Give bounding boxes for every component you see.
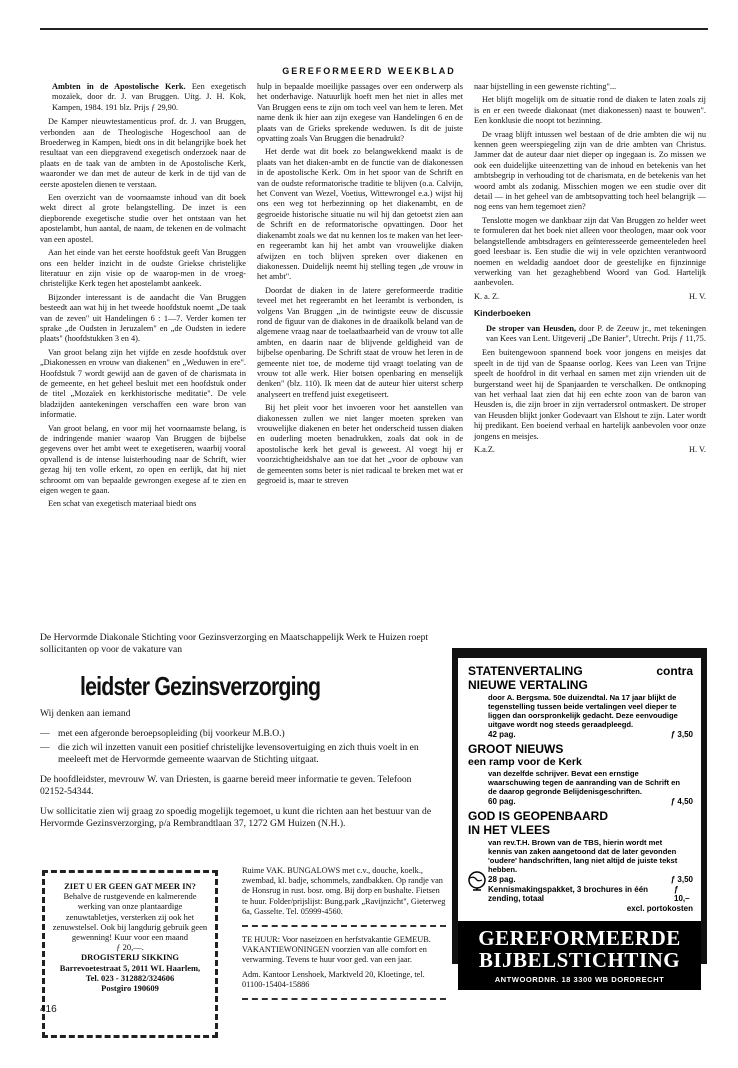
paragraph: Tenslotte mogen we dankbaar zijn dat Van Bruggen zo helder weet te formuleren dat het boek niet alleen voor theologen, maar ook voor belangstellende ambtsdragers en geïnteresseerde gemeenteleden heel goed leesbaar is. Een studie die wij in vele opzichten verantwoord noemen en weldadig aandoet door de geestelijke en fijnzinnige verwerking van het gezaghebbend Woord van God. Hartelijk aanbevolen. [474, 215, 706, 288]
sikking-tel: Tel. 023 - 312882/324606 [85, 972, 175, 983]
classified-ad-admin: Adm. Kantoor Lenshoek, Marktveld 20, Kloetinge, tel. 01100-15404-15886 [242, 969, 425, 989]
paragraph: Van groot belang zijn het vijfde en zesde hoofdstuk over „Diakonessen en vrouw van diakenen" en „Weduwen in ere". Hoofdstuk 7 wordt gewijd aan de gaven of de charismata in de gemeente, en het geheel besluit met een hoofdstuk onder de titel „Mozaïek en kerkhistorische meditatie". De vele bladzijden aantekeningen verschaffen een ware bron van informatie. [40, 347, 246, 420]
vacancy-info: De hoofdleidster, mevrouw W. van Driesten, is gaarne bereid meer informatie te geven. Telefoon 02152-54344. [40, 774, 412, 797]
review-signature: K. a. Z. H. V. [474, 291, 706, 301]
paragraph: Doordat de diaken in de latere gereformeerde traditie teveel met het regeerambt en het leerambt is verbonden, is volgens Van Bruggen „in de twintigste eeuw de discussie rond de figuur van de diakones in de draaikolk beland van de algemene vraag naar de toelaatbaarheid van de vrouw tot alle ambten, en daarin naar de blijvende geldigheid van de bijbelse openbaring. De Schrift staat de vrouw het leren in de gemeente niet toe, de moderne tijd vraagt toelating van de vrouw tot alle werk. Hier botsen openbaring en menselijk denken" (blz. 110). Ik meen dat de auteur hier uiterst scherp analyseert en treffend juist exegetiseert. [257, 285, 463, 399]
title-nieuwe-vertaling: NIEUWE VERTALING [468, 678, 588, 692]
vacancy-intro: De Hervormde Diakonale Stichting voor Gezinsverzorging en Maatschappelijk Werk te Huizen roept sollicitanten op voor de vakature van [40, 632, 429, 655]
title-groot-nieuws: GROOT NIEUWS [468, 742, 564, 756]
paragraph: hulp in bepaalde moeilijke passages over een onderwerp als het onderhavige. Natuurlijk hoeft men het niet in alles met Van Bruggen eens te zijn om toch veel van hem te leren. Met name denk ik hier aan zijn exegese van Handelingen 6 en de plaats van de Grieks sprekende weduwen. Is dit de juiste opvatting zoals Van Bruggen die benadrukt? [257, 82, 463, 144]
booklet-1-desc: door A. Bergsma. 50e duizendtal. Na 17 jaar blijkt de tegenstelling tussen beide vertalingen veel dieper te liggen dan oorspronkelijk gedacht. Deze eenvoudige uitgave wordt nog steeds geraadpleegd. [488, 693, 678, 729]
review-title: Ambten in de Apostolische Kerk. [52, 82, 186, 91]
paragraph: Een buitengewoon spannend boek voor jongens en meisjes dat speelt in de tijd van de Spaanse oorlog. Kees van Leen van Trijne speelt de hoofdrol in dit verhaal en samen met zijn vrienden uit de burgerstand weet hij de Spanjaarden te verschalken. De ontknoping van het verhaal laat zien dat hij een echte zoon van de baron van Heusden is, die zijn broer in zijn verradersrol ontmaskert. De stroper van Heusden blijkt jonker Godevaart van Elshout te zijn. Later wordt hij predikant. Een boeiend verhaal en hartelijk aanbevolen voor onze jongens en meisjes. [474, 348, 706, 441]
booklet-3-desc: van rev.T.H. Brown van de TBS, hierin wordt met kennis van zaken aangetoond dat de later gevonden 'oudere' handschriften, lang niet altijd de juiste tekst hebben. [488, 838, 678, 874]
page-number: 416 [40, 1004, 57, 1015]
title-god-geopenbaard: GOD IS GEOPENBAARD [468, 809, 609, 823]
review-column-3 [474, 82, 706, 455]
booklet-2-desc: van dezelfde schrijver. Bevat een ernstige waarschuwing tegen de aanranding van de Schrift en de daarop gegronde Belijdenisgeschriften. [488, 769, 680, 796]
globe-icon [466, 870, 488, 892]
kinderboek-title: De stroper van Heusden, [486, 323, 577, 333]
booklet-3-price: 28 pag. ƒ 3,50 [488, 875, 693, 884]
section-heading-kinderboeken: Kinderboeken [474, 308, 531, 319]
paragraph: Het blijft mogelijk om de situatie rond de diaken te laten zoals zij is en er een tweede diakonaat (met diakonessen) naast te bouwen". Een konklusie die noopt tot bezinning. [474, 95, 706, 126]
top-rule [40, 28, 708, 30]
kinderboek-heading [486, 324, 706, 345]
sikking-ad [42, 870, 218, 1038]
vacancy-requirements [40, 728, 440, 766]
paragraph: Aan het einde van het eerste hoofdstuk geeft Van Bruggen ons een helder inzicht in de oudste Griekse christelijke literatuur en zijn visie op de waarop-men in de vroeg-christelijke Kerk tegen het apostelambt aankeek. [40, 248, 246, 289]
paragraph: Het derde wat dit boek zo belangwekkend maakt is de plaats van het diaken-ambt en de functie van de diakonessen in de apostolische Kerk. Om in het spoor van de Schrift en van de oudste reformatorische traditie te blijven (o.a. Calvijn, het Convent van Wezel, Voetius, Wittewrongel e.a.) wijst hij ons een weg tot herbezinning op het diakenambt, en de gegroeide historische situatie nu wil hij dan getoetst zien aan de Schrift en de reformatorische opvattingen. Door het diakenambt zoals we dat nu kennen los te maken van het leer- en regeerambt kan hij het ambt van vrouwelijke diaken afwijzen en toch blijven spreken over diakenen en diakonessen. Duidelijk neemt hij stelling tegen „de vrouw in het ambt". [257, 147, 463, 282]
sikking-shop: DROGISTERIJ SIKKING [80, 952, 179, 963]
vacancy-ad [40, 632, 440, 838]
sikking-body: Behalve de rustgevende en kalmerende werking van onze plantaardige zenuwtabletjes, versterken zij ook het zenuwstelsel. Ook bij langdurig gebruik geen gewenning! Kuur voor een maand [52, 891, 208, 943]
review-heading [52, 82, 246, 113]
brand-name: GEREFORMEERDE BIJBELSTICHTING [458, 921, 701, 973]
divider [242, 925, 446, 927]
review-column-1 [40, 82, 246, 513]
booklet-1-price: 42 pag. ƒ 3,50 [488, 730, 693, 739]
paragraph: naar bijstelling in een gewenste richting"... [474, 82, 617, 91]
brand-address: ANTWOORDNR. 18 3300 WB DORDRECHT [458, 973, 701, 990]
kinderboek-signature: K.a.Z. H. V. [474, 445, 706, 454]
subtitle-ramp: een ramp voor de Kerk [468, 756, 582, 768]
review-column-2 [257, 82, 463, 489]
paragraph: Van groot belang, en voor mij het voornaamste belang, is de indringende manier waarop Van Bruggen de bijbelse gegevens over het ambt weet te exegetiseren, waarbij vooral opvallend is de intense luisterhouding naar de Schrift, wier gezag hij ten volle erkent, zo open en eerlijk, dat hij niet schroomt om van bepaalde gewrongen exegese af te zien en eigen wegen te gaan. [40, 423, 246, 496]
sikking-postgiro: Postgiro 190609 [101, 983, 159, 994]
title-in-het-vlees: IN HET VLEES [468, 823, 551, 837]
list-item: — die zich wil inzetten vanuit een positief christelijke levensovertuiging en zich thuis voelt in en meeleeft met de Hervormde gemeente waarvan de Stichting uitgaat. [40, 742, 419, 765]
vacancy-headline: leidster Gezinsverzorging [80, 671, 321, 701]
classified-ads [242, 866, 446, 1008]
paragraph: De Kamper nieuwtestamenticus prof. dr. J. van Bruggen, verbonden aan de Theologische Hogeschool aan de Broederweg in Kampen, biedt ons in dit belangrijke boek het resultaat van een diepgravend exegetisch onderzoek naar de plaats en de taak van de ambten in de Apostolische Kerk, waaronder we dan met de auteur de kerk in de tijd van de eerste apostelen dienen te verstaan. [40, 117, 246, 189]
classified-ad-vakantiewoningen: TE HUUR: Voor naseizoen en herfstvakantie GEMEUB. VAKANTIEWONINGEN voorzien van alle comfort en verwarming. Tevens te huur voor ged. van een jaar. [242, 935, 431, 965]
bijbelstichting-ad [452, 648, 707, 984]
divider [242, 998, 446, 1000]
package-note: excl. portokosten [626, 904, 693, 913]
title-statenvertaling: STATENVERTALING contra [468, 664, 693, 678]
classified-ad-bungalows: Ruime VAK. BUNGALOWS met c.v., douche, koelk., zwembad, kl. badje, schommels, zandbakken. Op randje van de Honsrug in rust. bosr. omg. Bij dorp en bushalte. Fietsen te huur. Folder/prijslijst: Bung.park „Ravijnzicht", Gieterweg 6a, Gasselte. Tel. 05999-4560. [242, 866, 446, 916]
sikking-address: Barrevoetestraat 5, 2011 WL Haarlem, [59, 962, 201, 973]
kinderboek-biblio: door P. de Zeeuw jr., met tekeningen van Kees van Lent. Uitgeverij „De Banier", Utrecht. Prijs ƒ 11,75. [486, 323, 706, 343]
vacancy-lead: Wij denken aan iemand [40, 708, 131, 719]
paragraph: Een overzicht van de voornaamste inhoud van dit boek wekt direct al grote belangstelling. De inzet is een diepborende exegetische studie over het ontstaan van het apostelambt, hun aantal, de naam, de tekenen en de volmacht van een apostel. [40, 193, 246, 244]
running-head: GEREFORMEERD WEEKBLAD [282, 66, 456, 76]
list-item: — met een afgeronde beroepsopleiding (bij voorkeur M.B.O.) [40, 728, 285, 739]
paragraph: Een schat van exegetisch materiaal biedt ons [48, 499, 197, 509]
paragraph: Bij het pleit voor het invoeren voor het aanstellen van diakonessen zullen we niet langer moeten spreken van vrouwelijke diakenen en beter het onderscheid tussen diaken en ouderling moeten benadrukken, zoals dat ook in de apostolische kerk het geval is geweest. Al voegt hij er voorzichtigheidshalve aan toe dat het „voor de opbouw van de gemeenten soms beter is niet radicaal te breken met wat er gegroeid is, maar te streven [257, 403, 463, 486]
sikking-headline: ZIET U ER GEEN GAT MEER IN? [64, 881, 196, 891]
paragraph: De vraag blijft intussen wel bestaan of de drie ambten die wij nu kennen geen weerspiegeling zijn van de drie ambten van Christus. Jammer dat de auteur daar niet dieper op ingegaan is. Zo missen we ook een duidelijke uiteenzetting van de inhoud en betekenis van het ambtsbegrip in verhouding tot de charismata, en de betekenis van het woord ambt als zodanig. Misschien mogen we een studie over dit detail — in het geheel van de ambtsopvatting toch heel belangrijk — nog eens van hem tegemoet zien? [474, 129, 706, 212]
package-offer: Kennismakingspakket, 3 brochures in één zending, totaal ƒ 10,– [488, 885, 690, 903]
booklet-2-price: 60 pag. ƒ 4,50 [488, 797, 693, 806]
vacancy-apply: Uw sollicitatie zien wij graag zo spoedig mogelijk tegemoet, u kunt die richten aan het bestuur van de Hervormde Gezinsverzorging, p/a Rembrandtlaan 37, 1272 GM Huizen (N.H.). [40, 806, 432, 829]
sikking-price: ƒ 20,—. [116, 942, 144, 953]
review-biblio: Een exegetisch mozaïek, door dr. J. van Bruggen. Uitg. J. H. Kok, Kampen, 1984. 191 blz. Prijs ƒ 29,90. [52, 82, 246, 112]
paragraph: Bijzonder interessant is de aandacht die Van Bruggen besteedt aan wat hij in het tweede hoofdstuk noemt „De taak van de zeven" uit Handelingen 6 : 1—7. Verder komen ter sprake „de Oudsten in Jeruzalem" en „de Oudsten in iedere plaats" (hoofdstukken 3 en 4). [40, 292, 246, 344]
